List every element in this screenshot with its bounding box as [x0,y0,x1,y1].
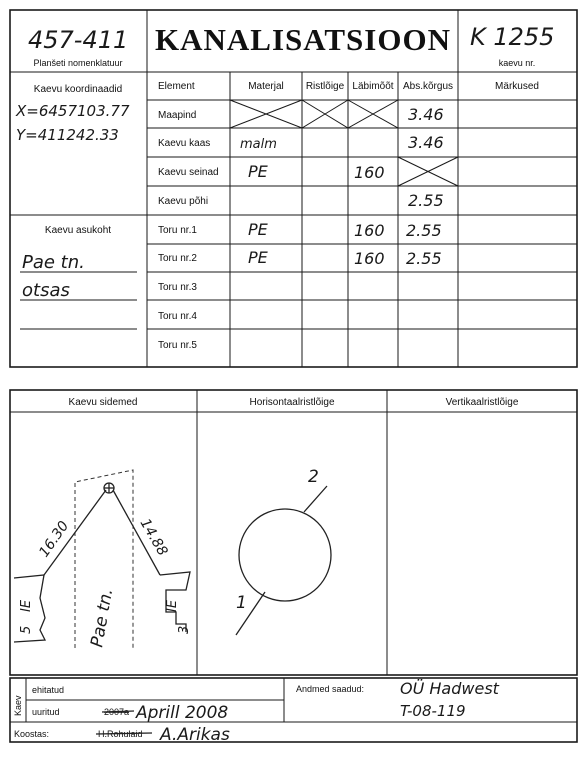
table-row [158,340,197,351]
row-element: Toru nr.3 [158,282,197,293]
table-row [158,105,444,124]
location-label: Kaevu asukoht [44,225,112,236]
surveyed-struck-year: 2007a [104,707,130,717]
table-row [158,220,442,240]
sheet-label: Planšeti nomenklatuur [33,58,123,68]
header-cross-section: Ristlõige [305,81,345,92]
row-element: Kaevu seinad [158,167,219,178]
footer-section [10,678,577,745]
row-material: malm [240,137,277,152]
coordinate-y: Y=411242.33 [16,126,119,144]
row-element: Kaevu kaas [158,138,211,149]
header-element: Element [158,81,195,92]
row-element: Kaevu põhi [158,196,209,207]
coordinates-label: Kaevu koordinaadid [33,84,123,95]
data-source-label: Andmed saadud: [296,684,365,694]
surveyed-label: uuritud [32,707,60,717]
row-element: Toru nr.5 [158,340,197,351]
well-label: kaevu nr. [498,58,536,68]
building-left-number: 5 [19,625,34,634]
row-abs-height: 2.55 [408,191,444,210]
well-side-label: Kaev [13,695,23,716]
location-line-2: otsas [22,280,70,301]
table-row [158,191,444,210]
header-diameter: Läbimõõt [352,81,394,92]
horizontal-section-sketch [236,467,331,635]
header-abs-height: Abs.kõrgus [402,81,454,92]
coordinate-x: X=6457103.77 [16,102,130,120]
row-diameter: 160 [354,221,385,240]
row-abs-height: 2.55 [406,249,442,268]
pipe-1-label: 1 [236,593,247,613]
table-row [158,311,197,322]
sheet-code: 457-411 [28,26,129,54]
row-abs-height: 2.55 [406,221,442,240]
row-abs-height: 3.46 [408,105,444,124]
compiled-name: A.Arikas [160,725,230,745]
distance-right: 14.88 [136,516,171,559]
location-line-1: Pae tn. [22,252,85,273]
pipe-2-label: 2 [308,467,319,487]
data-source-org: OÜ Hadwest [400,679,499,698]
building-right-type: IE [165,599,180,612]
row-material: PE [248,248,268,267]
row-material: PE [248,220,268,239]
distance-left: 16.30 [36,518,73,561]
header-remarks: Märkused [495,81,539,92]
vertical-section-title: Vertikaalristlõige [445,397,519,408]
row-abs-height: 3.46 [408,133,444,152]
table-row [158,162,385,182]
row-element: Maapind [158,110,197,121]
well-ties-sketch [14,470,192,649]
row-element: Toru nr.2 [158,253,197,264]
well-circle [239,509,331,601]
compiled-label: Koostas: [14,729,50,739]
surveyed-date: Aprill 2008 [136,703,229,723]
building-left-type: IE [19,599,34,612]
header-material: Materjal [248,81,284,92]
table-row [158,133,444,152]
row-diameter: 160 [354,249,385,268]
built-label: ehitatud [32,685,65,695]
well-ties-title: Kaevu sidemed [68,397,138,408]
pipe-2-line [304,486,327,512]
table-row [158,248,442,268]
row-element: Toru nr.4 [158,311,197,322]
building-right-number: 3 [177,625,192,634]
row-material: PE [248,162,268,181]
row-diameter: 160 [354,163,385,182]
data-source-ref: T-08-119 [400,702,466,720]
table-row [158,282,197,293]
form-title: KANALISATSIOON [155,22,451,57]
compiled-struck-name: H.Rohulaid [98,729,143,739]
horizontal-section-title: Horisontaalristlõige [249,397,335,408]
row-element: Toru nr.1 [158,225,197,236]
street-name: Pae tn. [87,586,118,649]
well-code: K 1255 [470,23,555,51]
